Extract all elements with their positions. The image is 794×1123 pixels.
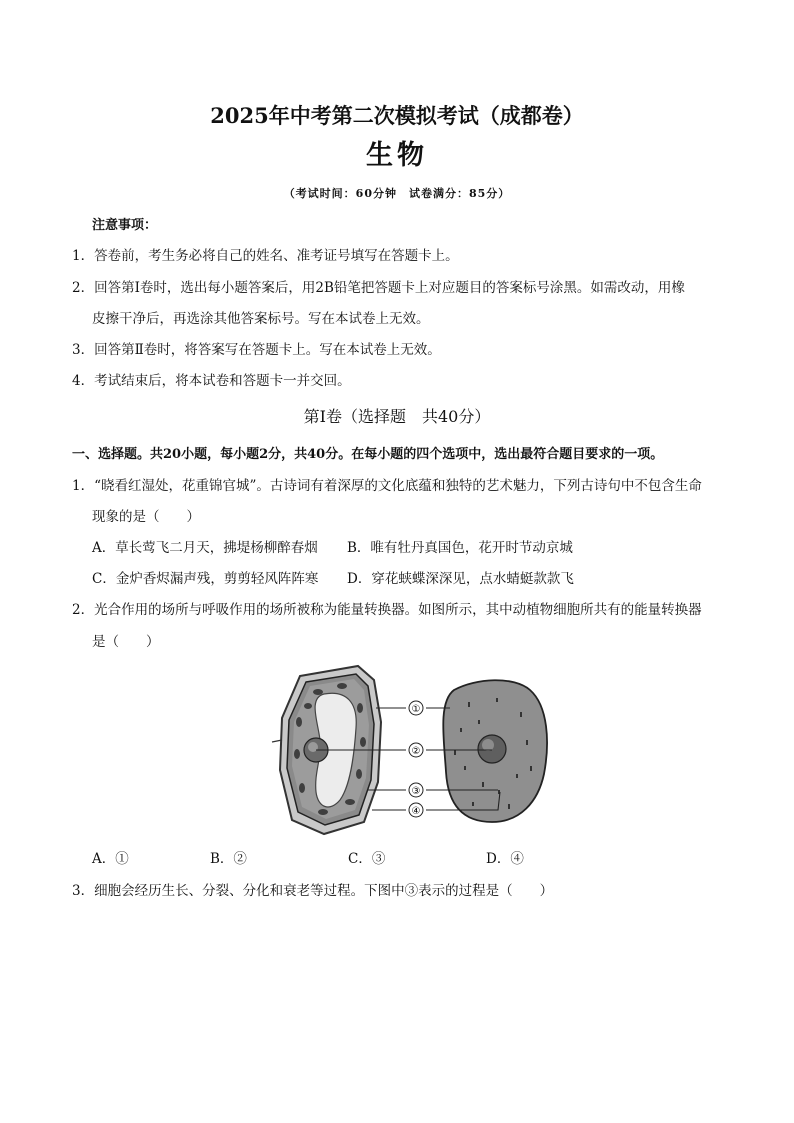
svg-text:④: ④ [411, 806, 421, 817]
exam-title: 2025年中考第二次模拟考试（成都卷） [210, 103, 584, 128]
note-item: 4．考试结束后，将本试卷和答题卡一并交回。 [72, 373, 351, 389]
animal-cell [443, 680, 547, 822]
section-title: 第Ⅰ卷（选择题 共40分） [303, 407, 491, 426]
cell-diagram [268, 662, 558, 838]
svg-text:③: ③ [411, 786, 421, 797]
note-item: 3．回答第Ⅱ卷时，将答案写在答题卡上。写在本试卷上无效。 [72, 342, 441, 358]
diagram-label-2 [409, 743, 423, 757]
diagram-label-3 [409, 783, 423, 797]
question-2-stem: 2．光合作用的场所与呼吸作用的场所被称为能量转换器。如图所示，其中动植物细胞所共有的能量转换器 [72, 602, 702, 618]
diagram-label-1 [409, 701, 423, 715]
note-item: 1．答卷前，考生务必将自己的姓名、准考证号填写在答题卡上。 [72, 248, 459, 264]
question-2-option-c[interactable]: C．③ [348, 851, 386, 867]
notes-heading: 注意事项： [92, 218, 158, 233]
time-info: （考试时间：60分钟 试卷满分：85分） [283, 187, 511, 200]
question-2-option-b[interactable]: B．② [210, 851, 247, 867]
question-1-stem: 1．“晓看红湿处，花重锦官城”。古诗词有着深厚的文化底蕴和独特的艺术魅力，下列古诗句中不包含生命 [72, 478, 702, 494]
question-1-option-b[interactable]: B．唯有牡丹真国色，花开时节动京城 [347, 540, 573, 556]
question-1-stem-continued: 现象的是（ ） [92, 509, 200, 525]
svg-text:②: ② [411, 746, 421, 757]
note-item-continued: 皮擦干净后，再选涂其他答案标号。写在本试卷上无效。 [92, 311, 430, 327]
svg-text:①: ① [411, 704, 421, 715]
question-2-option-d[interactable]: D．④ [486, 851, 524, 867]
question-1-option-d[interactable]: D．穿花蛱蝶深深见，点水蜻蜓款款飞 [347, 571, 574, 587]
subject-title: 生物 [366, 140, 428, 171]
note-item: 2．回答第Ⅰ卷时，选出每小题答案后，用2B铅笔把答题卡上对应题目的答案标号涂黑。如需改动，用橡 [72, 280, 685, 296]
question-2-stem-continued: 是（ ） [92, 634, 160, 650]
part-description: 一、选择题。共20小题，每小题2分，共40分。在每小题的四个选项中，选出最符合题目要求的一项。 [72, 447, 664, 462]
question-3-stem: 3．细胞会经历生长、分裂、分化和衰老等过程。下图中③表示的过程是（ ） [72, 883, 554, 899]
question-2-option-a[interactable]: A．① [92, 851, 129, 867]
question-1-option-a[interactable]: A．草长莺飞二月天，拂堤杨柳醉春烟 [92, 540, 318, 556]
question-1-option-c[interactable]: C．金炉香烬漏声残，剪剪轻风阵阵寒 [92, 571, 319, 587]
diagram-label-4 [409, 803, 423, 817]
